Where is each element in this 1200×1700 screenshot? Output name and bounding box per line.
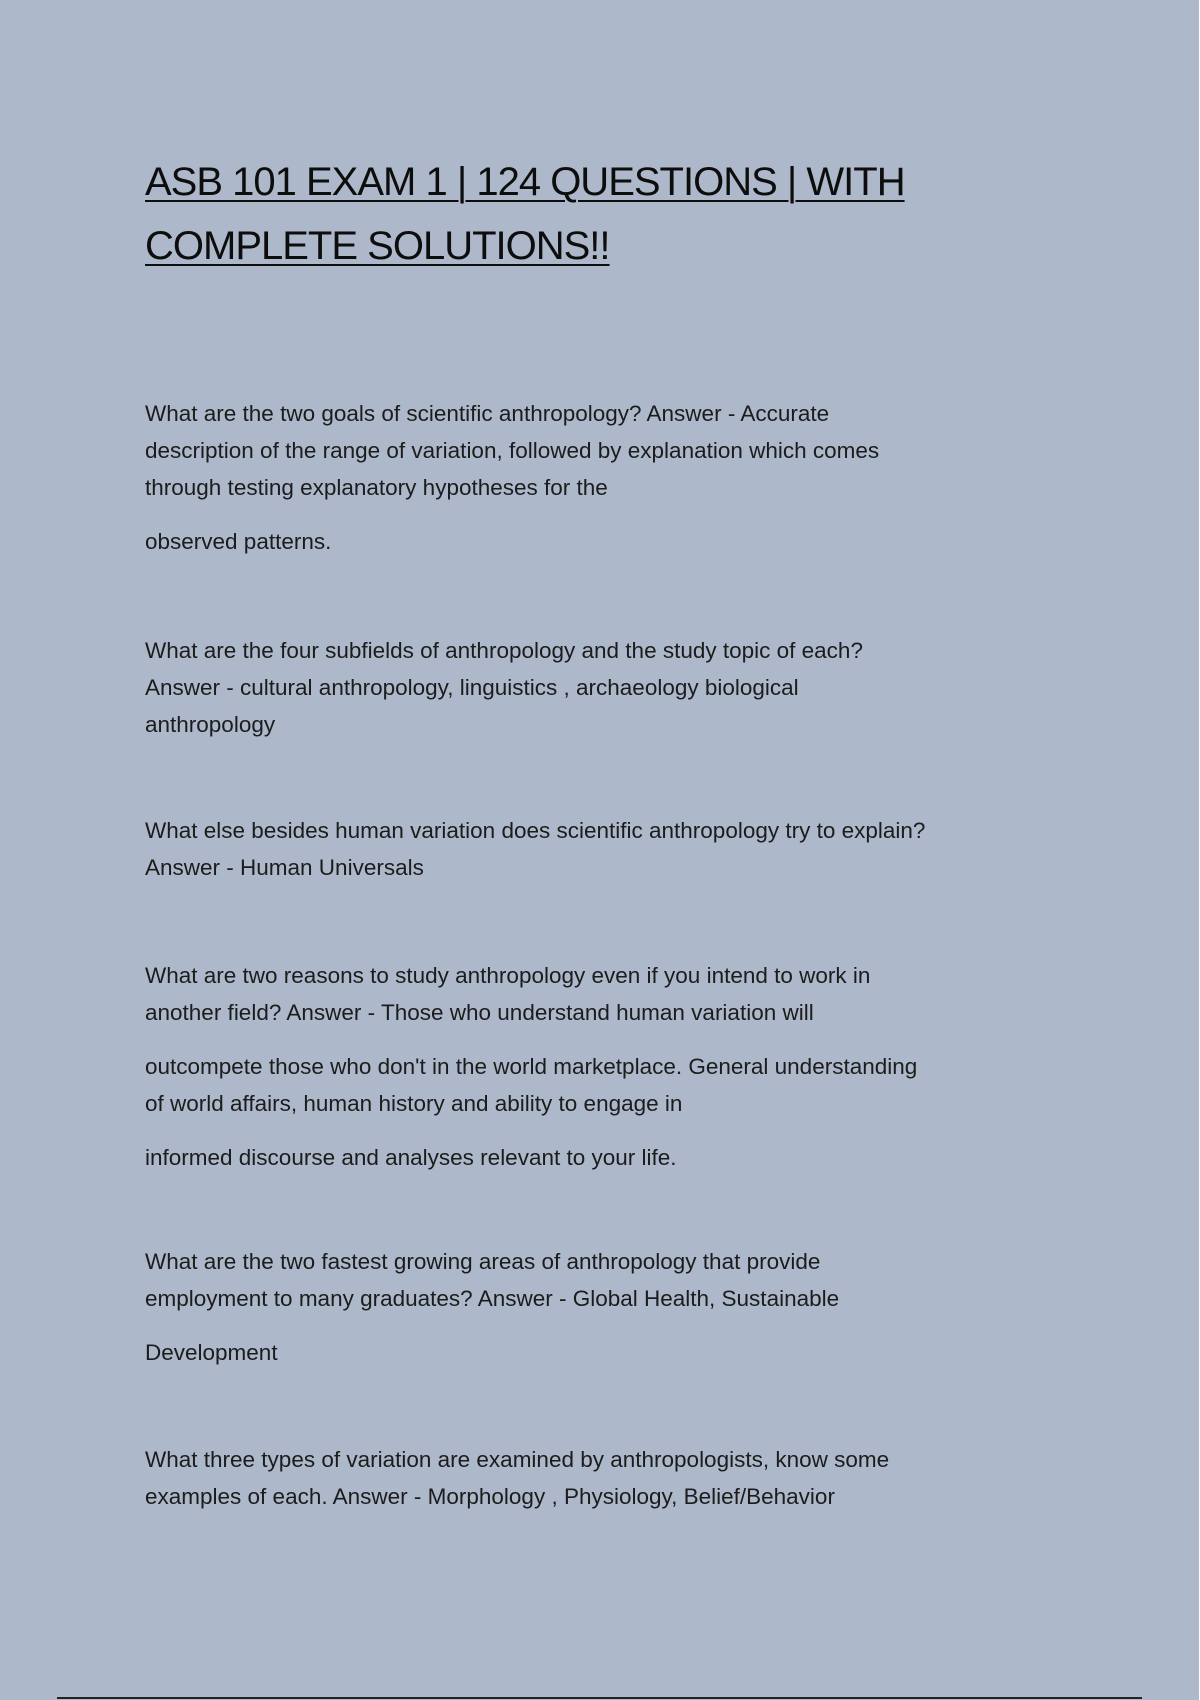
title-line: COMPLETE SOLUTIONS!! [145,224,610,268]
qa-line: observed patterns. [145,529,332,554]
qa-block [145,812,925,886]
title-line: ASB 101 EXAM 1 | 124 QUESTIONS | WITH [145,160,905,204]
qa-line: examples of each. Answer - Morphology , Physiology, Belief/Behavior [145,1484,835,1509]
footer-rule [57,1697,1142,1699]
qa-line: description of the range of variation, followed by explanation which comes [145,438,880,463]
qa-block [145,957,917,1176]
qa-line: Answer - cultural anthropology, linguistics , archaeology biological [145,675,799,700]
qa-line: another field? Answer - Those who understand human variation will [145,1000,814,1025]
qa-block [145,632,863,743]
qa-block [145,395,879,560]
qa-line: of world affairs, human history and ability to engage in [145,1091,683,1116]
qa-block [145,1441,889,1515]
qa-line: outcompete those who don't in the world marketplace. General understanding [145,1054,918,1079]
qa-line: What else besides human variation does scientific anthropology try to explain? [145,818,926,843]
qa-block [145,1243,839,1371]
document-title [145,150,1045,278]
qa-line: Development [145,1340,278,1365]
qa-line: What three types of variation are examined by anthropologists, know some [145,1447,890,1472]
qa-line: informed discourse and analyses relevant to your life. [145,1145,677,1170]
qa-line: employment to many graduates? Answer - Global Health, Sustainable [145,1286,840,1311]
qa-line: What are the four subfields of anthropology and the study topic of each? [145,638,863,663]
qa-line: through testing explanatory hypotheses for the [145,475,608,500]
qa-line: What are the two goals of scientific anthropology? Answer - Accurate [145,401,830,426]
qa-line: anthropology [145,712,276,737]
qa-line: Answer - Human Universals [145,855,424,880]
qa-line: What are the two fastest growing areas of anthropology that provide [145,1249,821,1274]
qa-line: What are two reasons to study anthropology even if you intend to work in [145,963,871,988]
